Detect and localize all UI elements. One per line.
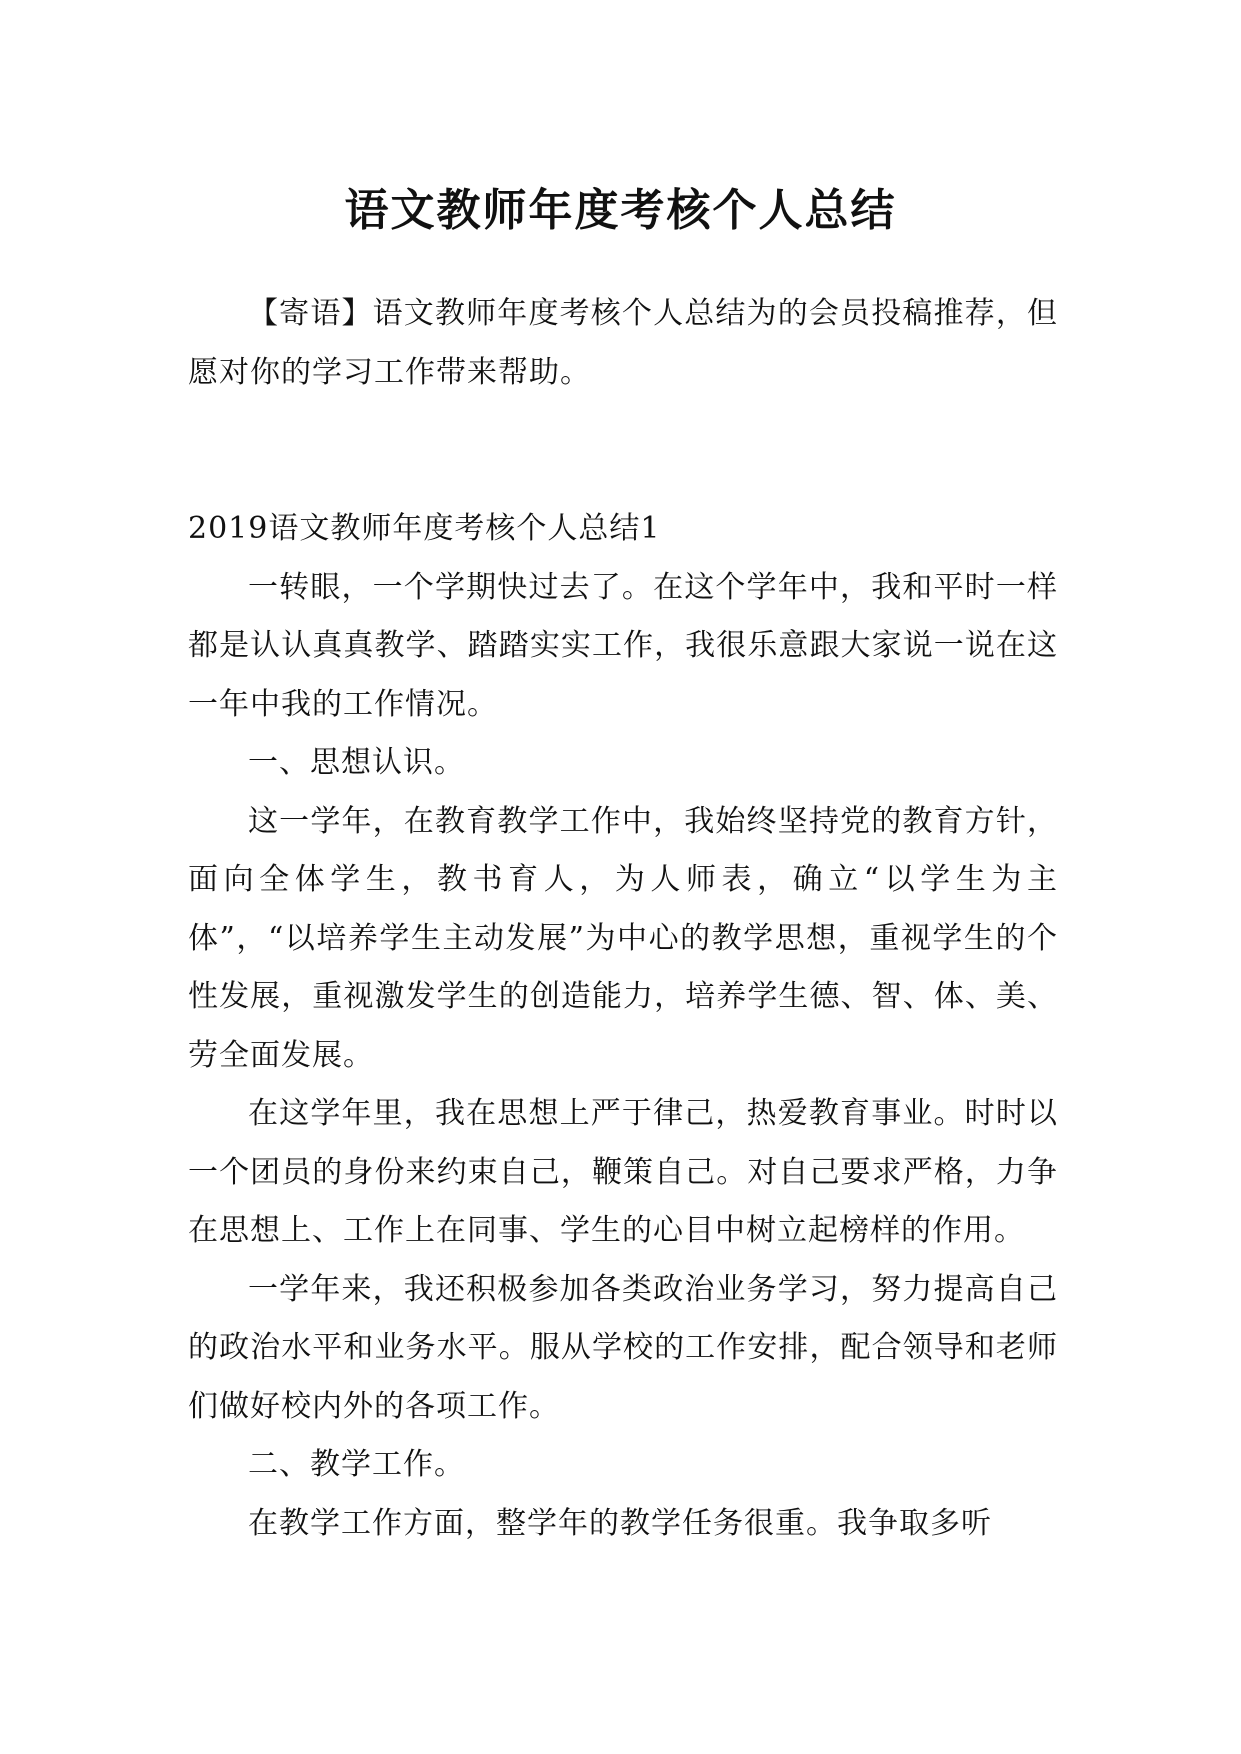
document-title: 语文教师年度考核个人总结 bbox=[344, 185, 897, 237]
section-subtitle: 2019语文教师年度考核个人总结1 bbox=[188, 511, 661, 546]
body-paragraph: 一转眼，一个学期快过去了。在这个学年中，我和平时一样都是认认真真教学、踏踏实实工作，我很乐意跟大家说一说在这一年中我的工作情况。 bbox=[188, 569, 1058, 722]
body-paragraph: 在这学年里，我在思想上严于律己，热爱教育事业。时时以一个团员的身份来约束自己，鞭策自己。对自己要求严格，力争在思想上、工作上在同事、学生的心目中树立起榜样的作用。 bbox=[188, 1096, 1058, 1248]
section-heading-ideology: 一、思想认识。 bbox=[248, 745, 465, 780]
body-paragraph: 在教学工作方面，整学年的教学任务很重。我争取多听 bbox=[248, 1505, 992, 1541]
body-paragraph: 这一学年，在教育教学工作中，我始终坚持党的教育方针，面向全体学生，教书育人，为人师表，确立“以学生为主体”，“以培养学生主动发展”为中心的教学思想，重视学生的个性发展，重视激发学生的创造能力，培养学生德、智、体、美、劳全面发展。 bbox=[188, 803, 1058, 1073]
section-heading-teaching: 二、教学工作。 bbox=[248, 1447, 465, 1482]
body-paragraph: 一学年来，我还积极参加各类政治业务学习，努力提高自己的政治水平和业务水平。服从学校的工作安排，配合领导和老师们做好校内外的各项工作。 bbox=[188, 1271, 1058, 1424]
intro-paragraph: 【寄语】语文教师年度考核个人总结为的会员投稿推荐，但愿对你的学习工作带来帮助。 bbox=[188, 296, 1058, 390]
document-body bbox=[188, 285, 1058, 1553]
